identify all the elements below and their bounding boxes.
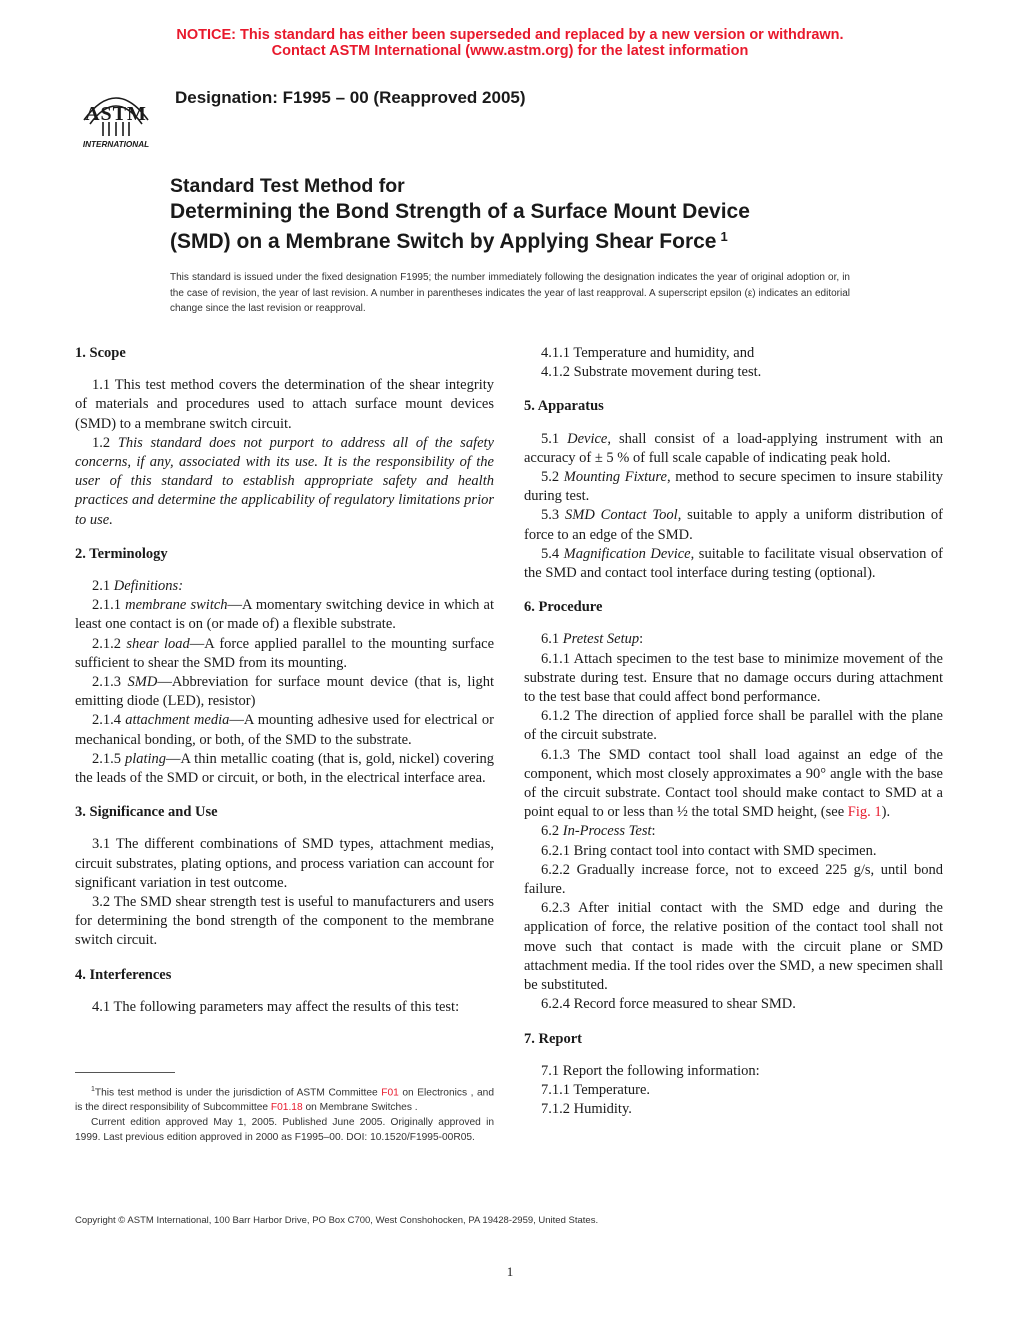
notice-banner	[0, 27, 1020, 59]
para-2-1-1: 2.1.1 membrane switch—A momentary switching device in which at least one contact is on (or made of) a flexible substrate.	[75, 597, 494, 633]
title-line-3: (SMD) on a Membrane Switch by Applying Shear Force	[170, 230, 717, 253]
para-6-1-1: 6.1.1 Attach specimen to the test base to minimize movement of the substrate during test. Ensure that no damage occurs during attachment to the test base that could affect bond performance.	[524, 650, 943, 706]
astm-logo	[70, 80, 162, 150]
term-attachment-media: attachment media	[125, 712, 230, 729]
section-7-heading: 7. Report	[524, 1030, 582, 1047]
para-6-2-3: 6.2.3 After initial contact with the SMD edge and during the application of force, the relative position of the contact tool shall not move such that contact is made with the circuit plane or SMD attachment media. If the tool rides over the SMD, a new specimen shall be substituted.	[524, 900, 943, 994]
term-plating: plating	[124, 750, 167, 767]
title-line-1: Standard Test Method for	[170, 175, 405, 197]
para-2-1-3: 2.1.3 SMD—Abbreviation for surface mount device (that is, light emitting diode (LED), resistor)	[75, 674, 495, 710]
section-3-heading: 3. Significance and Use	[75, 804, 218, 821]
fig-1-link[interactable]: Fig. 1	[847, 804, 882, 821]
section-1-heading: 1. Scope	[75, 345, 126, 361]
para-2-1-4: 2.1.4 attachment media—A mounting adhesive used for electrical or mechanical bonding, or both, of the SMD to the substrate.	[75, 712, 494, 748]
issued-note: This standard is issued under the fixed designation F1995; the number immediately following the designation indicates the year of original adoption or, in the case of revision, the year of last revision. A number in parentheses indicates the year of last reapproval. A superscript epsilon (ε) indicates an editorial change since the last revision or reapproval.	[170, 272, 850, 314]
para-6-1-3: 6.1.3 The SMD contact tool shall load against an edge of the component, which most closely approximates a 90° angle with the base of the circuit substrate. Contact tool should make contact to SMD at a point equal to or less than ½ the total SMD height, (see Fig. 1).	[524, 746, 943, 821]
para-6-2-4: 6.2.4 Record force measured to shear SMD.	[541, 996, 796, 1013]
para-6-2: 6.2 In-Process Test:	[541, 823, 656, 840]
para-5-3: 5.3 SMD Contact Tool, suitable to apply a uniform distribution of force to an edge of the SMD.	[524, 507, 944, 543]
para-6-1: 6.1 Pretest Setup:	[541, 631, 644, 648]
para-3-2: 3.2 The SMD shear strength test is useful to manufacturers and users for determining the bond strength of the component to the membrane switch circuit.	[75, 894, 494, 949]
para-4-1-2: 4.1.2 Substrate movement during test.	[541, 364, 762, 381]
para-5-1: 5.1 Device, shall consist of a load-applying instrument with an accuracy of ± 5 % of full scale capable of indicating peak hold.	[524, 430, 944, 466]
para-6-2-1: 6.2.1 Bring contact tool into contact with SMD specimen.	[541, 842, 877, 859]
para-6-1-2: 6.1.2 The direction of applied force shall be parallel with the plane of the circuit substrate.	[524, 708, 943, 744]
left-column	[75, 344, 494, 1017]
para-4-1: 4.1 The following parameters may affect the results of this test:	[92, 998, 460, 1015]
para-2-1: 2.1 Definitions:	[92, 578, 184, 595]
para-7-1: 7.1 Report the following information:	[541, 1062, 760, 1079]
para-4-1-1: 4.1.1 Temperature and humidity, and	[541, 345, 755, 361]
right-column	[524, 344, 943, 1119]
footnote-edition: Current edition approved May 1, 2005. Published June 2005. Originally approved in 1999. Last previous edition approved in 2000 as F1995–00. DOI: 10.1520/F1995-00R05.	[75, 1117, 494, 1144]
footnote-divider	[75, 1072, 175, 1073]
footnote-1: $^1$This test method is under the jurisdiction of ASTM Committee F01 on Electronics , and is the direct responsibility of Subcommittee F01.18 on Membrane Switches .	[75, 1086, 494, 1114]
logo-label: INTERNATIONAL	[82, 140, 150, 149]
section-4-heading: 4. Interferences	[75, 966, 172, 983]
designation: Designation: F1995 – 00 (Reapproved 2005)	[175, 88, 526, 107]
document-title	[170, 174, 930, 254]
title-footnote-mark: 1	[720, 229, 728, 244]
para-2-1-2: 2.1.2 shear load—A force applied parallel to the mounting surface sufficient to shear the SMD from its mounting.	[75, 635, 495, 671]
footnote	[75, 1082, 494, 1145]
subcommittee-link[interactable]: F01.18	[270, 1102, 303, 1114]
logo-letters: ASTM	[85, 103, 147, 125]
para-5-2: 5.2 Mounting Fixture, method to secure specimen to insure stability during test.	[524, 469, 944, 505]
para-1-1: 1.1 This test method covers the determination of the shear integrity of materials and procedures used to attach surface mount devices (SMD) to a membrane switch circuit.	[75, 377, 494, 432]
term-membrane-switch: membrane switch	[125, 597, 228, 614]
para-7-1-1: 7.1.1 Temperature.	[541, 1081, 651, 1098]
para-1-2: 1.2 This standard does not purport to address all of the safety concerns, if any, associated with its use. It is the responsibility of the user of this standard to establish appropriate safety and health practices and determine the applicability of regulatory limitations prior to use.	[75, 434, 494, 528]
para-3-1: 3.1 The different combinations of SMD types, attachment medias, circuit substrates, plating options, and process variation can account for significant variation in test outcome.	[75, 836, 494, 891]
notice-line-1: NOTICE: This standard has either been superseded and replaced by a new version or withdrawn.	[176, 27, 844, 43]
copyright: Copyright © ASTM International, 100 Barr Harbor Drive, PO Box C700, West Conshohocken, PA 19428-2959, United States.	[75, 1215, 599, 1226]
para-6-2-2: 6.2.2 Gradually increase force, not to exceed 225 g/s, until bond failure.	[524, 861, 943, 898]
page-number: 1	[506, 1264, 514, 1279]
title-line-2: Determining the Bond Strength of a Surface Mount Device	[170, 200, 750, 223]
para-5-4: 5.4 Magnification Device, suitable to facilitate visual observation of the SMD and contact tool interface during testing (optional).	[524, 545, 943, 582]
section-2-heading: 2. Terminology	[75, 545, 168, 562]
para-2-1-5: 2.1.5 plating—A thin metallic coating (that is, gold, nickel) covering the leads of the SMD or circuit, or both, in the electrical interface area.	[75, 750, 494, 787]
safety-caveat: This standard does not purport to address all of the safety concerns, if any, associated with its use. It is the responsibility of the user of this standard to establish appropriate safety and health practices and determine the applicability of regulatory limitations prior to use.	[75, 434, 494, 528]
committee-link[interactable]: F01	[381, 1087, 399, 1099]
section-6-heading: 6. Procedure	[524, 599, 603, 616]
notice-line-2: Contact ASTM International (www.astm.org) for the latest information	[271, 43, 749, 59]
section-5-heading: 5. Apparatus	[524, 398, 604, 415]
para-7-1-2: 7.1.2 Humidity.	[541, 1101, 632, 1118]
term-smd: SMD	[127, 674, 158, 691]
term-shear-load: shear load	[126, 635, 190, 652]
